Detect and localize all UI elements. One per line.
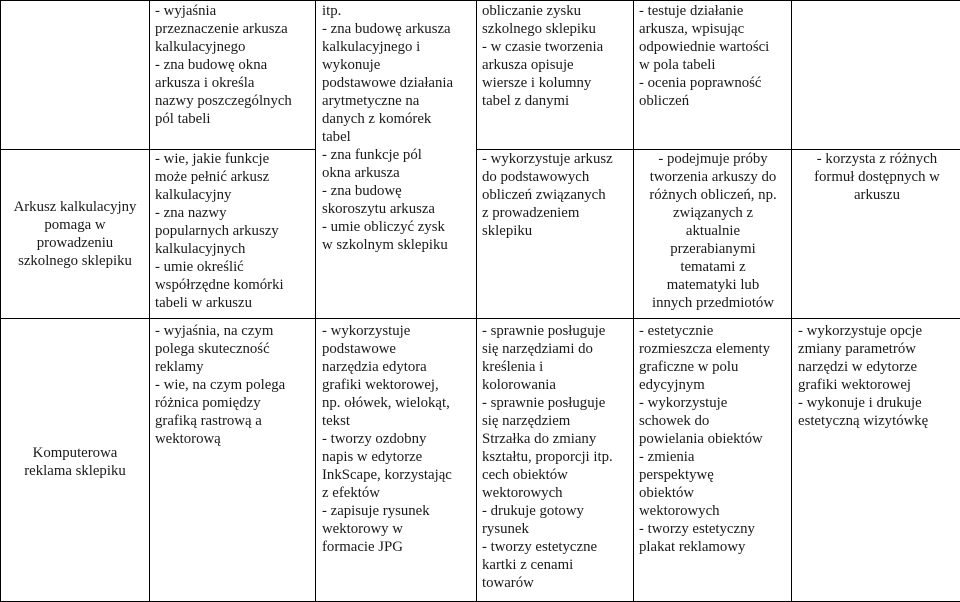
text-line: tekst — [322, 412, 476, 430]
text-line: - zna nazwy — [155, 204, 315, 222]
text-line: - wykorzystuje arkusz — [482, 150, 633, 168]
text-line: - zna budowę — [322, 182, 476, 200]
topic-cell — [1, 150, 150, 319]
text-line: w szkolnym sklepiku — [322, 236, 476, 254]
text-line: kreślenia i — [482, 358, 633, 376]
text-line: formacie JPG — [322, 538, 476, 556]
text-line: - zna budowę okna — [155, 56, 315, 74]
text-line: Arkusz kalkulacyjny — [5, 198, 145, 216]
text-line: tabel z danymi — [482, 92, 633, 110]
text-line: formuł dostępnych w — [798, 168, 956, 186]
table-row — [1, 150, 960, 319]
text-line: kalkulacyjnego i — [322, 38, 476, 56]
basic-requirements-cell — [150, 1, 316, 150]
advanced-requirements-cell — [634, 1, 792, 150]
extended-requirements-cell — [316, 319, 477, 602]
table-row — [1, 319, 960, 602]
text-line: - w czasie tworzenia — [482, 38, 633, 56]
text-line: arytmetyczne na — [322, 92, 476, 110]
text-line: perspektywę — [639, 466, 791, 484]
text-line: wektorową — [155, 430, 315, 448]
text-line: tabel — [322, 128, 476, 146]
text-line: pomaga w — [5, 216, 145, 234]
text-line: obiektów — [639, 484, 791, 502]
text-line: - estetycznie — [639, 322, 791, 340]
text-line: rysunek — [482, 520, 633, 538]
basic-requirements-cell — [150, 319, 316, 602]
text-line: graficzne w polu — [639, 358, 791, 376]
text-line: - tworzy estetyczne — [482, 538, 633, 556]
excellent-requirements-cell — [792, 319, 960, 602]
text-line: obliczeń związanych — [482, 186, 633, 204]
text-line: arkusza, wpisując — [639, 20, 791, 38]
text-line: edycyjnym — [639, 376, 791, 394]
text-line: podstawowe — [322, 340, 476, 358]
text-line: - ocenia poprawność — [639, 74, 791, 92]
text-line: polega skuteczność — [155, 340, 315, 358]
text-line: reklamy — [155, 358, 315, 376]
text-line: narzędzia edytora — [322, 358, 476, 376]
text-line: przerabianymi — [639, 240, 787, 258]
text-line: arkusza i określa — [155, 74, 315, 92]
text-line: schowek do — [639, 412, 791, 430]
excellent-requirements-cell — [792, 1, 960, 150]
text-line: obliczanie zysku — [482, 2, 633, 20]
text-line: się narzędziem — [482, 412, 633, 430]
text-line: kolorowania — [482, 376, 633, 394]
topic-cell — [1, 1, 150, 150]
text-line: danych z komórek — [322, 110, 476, 128]
advanced-requirements-cell — [634, 150, 792, 319]
text-line: aktualnie — [639, 222, 787, 240]
text-line: popularnych arkuszy — [155, 222, 315, 240]
text-line: grafiki wektorowej, — [322, 376, 476, 394]
text-line: skoroszytu arkusza — [322, 200, 476, 218]
text-line: Komputerowa — [5, 444, 145, 462]
text-line: pól tabeli — [155, 110, 315, 128]
text-line: estetyczną wizytówkę — [798, 412, 960, 430]
text-line: grafiki wektorowej — [798, 376, 960, 394]
text-line: - wyjaśnia, na czym — [155, 322, 315, 340]
full-requirements-cell — [477, 1, 634, 150]
text-line: prowadzeniu — [5, 234, 145, 252]
text-line: arkuszu — [798, 186, 956, 204]
text-line: przeznaczenie arkusza — [155, 20, 315, 38]
text-line: - wie, jakie funkcje — [155, 150, 315, 168]
text-line: współrzędne komórki — [155, 276, 315, 294]
text-line: różnych obliczeń, np. — [639, 186, 787, 204]
text-line: tabeli w arkuszu — [155, 294, 315, 312]
text-line: szkolnego sklepiku — [5, 252, 145, 270]
text-line: - testuje działanie — [639, 2, 791, 20]
text-line: do podstawowych — [482, 168, 633, 186]
text-line: podstawowe działania — [322, 74, 476, 92]
table-row — [1, 1, 960, 150]
text-line: arkusza opisuje — [482, 56, 633, 74]
text-line: wiersze i kolumny — [482, 74, 633, 92]
text-line: związanych z — [639, 204, 787, 222]
topic-cell — [1, 319, 150, 602]
text-line: z efektów — [322, 484, 476, 502]
text-line: wektorowy w — [322, 520, 476, 538]
text-line: wektorowych — [482, 484, 633, 502]
text-line: - wykonuje i drukuje — [798, 394, 960, 412]
text-line: w pola tabeli — [639, 56, 791, 74]
full-requirements-cell — [477, 150, 634, 319]
text-line: - umie określić — [155, 258, 315, 276]
text-line: kartki z cenami — [482, 556, 633, 574]
text-line: kształtu, proporcji itp. — [482, 448, 633, 466]
text-line: matematyki lub — [639, 276, 787, 294]
text-line: kalkulacyjnego — [155, 38, 315, 56]
text-line: napis w edytorze — [322, 448, 476, 466]
text-line: - zna funkcje pól — [322, 146, 476, 164]
text-line: Strzałka do zmiany — [482, 430, 633, 448]
text-line: - wyjaśnia — [155, 2, 315, 20]
text-line: - umie obliczyć zysk — [322, 218, 476, 236]
text-line: grafiką rastrową a — [155, 412, 315, 430]
text-line: odpowiednie wartości — [639, 38, 791, 56]
text-line: może pełnić arkusz — [155, 168, 315, 186]
text-line: narzędzi w edytorze — [798, 358, 960, 376]
full-requirements-cell — [477, 319, 634, 602]
text-line: plakat reklamowy — [639, 538, 791, 556]
text-line: towarów — [482, 574, 633, 592]
text-line: się narzędziami do — [482, 340, 633, 358]
text-line: InkScape, korzystając — [322, 466, 476, 484]
text-line: kalkulacyjnych — [155, 240, 315, 258]
text-line: itp. — [322, 2, 476, 20]
text-line: reklama sklepiku — [5, 462, 145, 480]
text-line: - wie, na czym polega — [155, 376, 315, 394]
text-line: wektorowych — [639, 502, 791, 520]
excellent-requirements-cell — [792, 150, 960, 319]
text-line: z prowadzeniem — [482, 204, 633, 222]
text-line: różnica pomiędzy — [155, 394, 315, 412]
text-line: powielania obiektów — [639, 430, 791, 448]
basic-requirements-cell — [150, 150, 316, 319]
text-line: - wykorzystuje opcje — [798, 322, 960, 340]
text-line: - wykorzystuje — [322, 322, 476, 340]
text-line: - zna budowę arkusza — [322, 20, 476, 38]
text-line: - tworzy ozdobny — [322, 430, 476, 448]
text-line: nazwy poszczególnych — [155, 92, 315, 110]
text-line: np. ołówek, wielokąt, — [322, 394, 476, 412]
text-line: zmiany parametrów — [798, 340, 960, 358]
text-line: - zapisuje rysunek — [322, 502, 476, 520]
text-line: - zmienia — [639, 448, 791, 466]
text-line: kalkulacyjny — [155, 186, 315, 204]
text-line: tematami z — [639, 258, 787, 276]
advanced-requirements-cell — [634, 319, 792, 602]
text-line: tworzenia arkuszy do — [639, 168, 787, 186]
text-line: - tworzy estetyczny — [639, 520, 791, 538]
text-line: cech obiektów — [482, 466, 633, 484]
text-line: - wykorzystuje — [639, 394, 791, 412]
text-line: szkolnego sklepiku — [482, 20, 633, 38]
text-line: - drukuje gotowy — [482, 502, 633, 520]
text-line: - korzysta z różnych — [798, 150, 956, 168]
text-line: - sprawnie posługuje — [482, 394, 633, 412]
text-line: wykonuje — [322, 56, 476, 74]
text-line: okna arkusza — [322, 164, 476, 182]
text-line: innych przedmiotów — [639, 294, 787, 312]
text-line: - podejmuje próby — [639, 150, 787, 168]
text-line: obliczeń — [639, 92, 791, 110]
text-line: sklepiku — [482, 222, 633, 240]
text-line: rozmieszcza elementy — [639, 340, 791, 358]
extended-requirements-cell — [316, 1, 477, 319]
text-line: - sprawnie posługuje — [482, 322, 633, 340]
